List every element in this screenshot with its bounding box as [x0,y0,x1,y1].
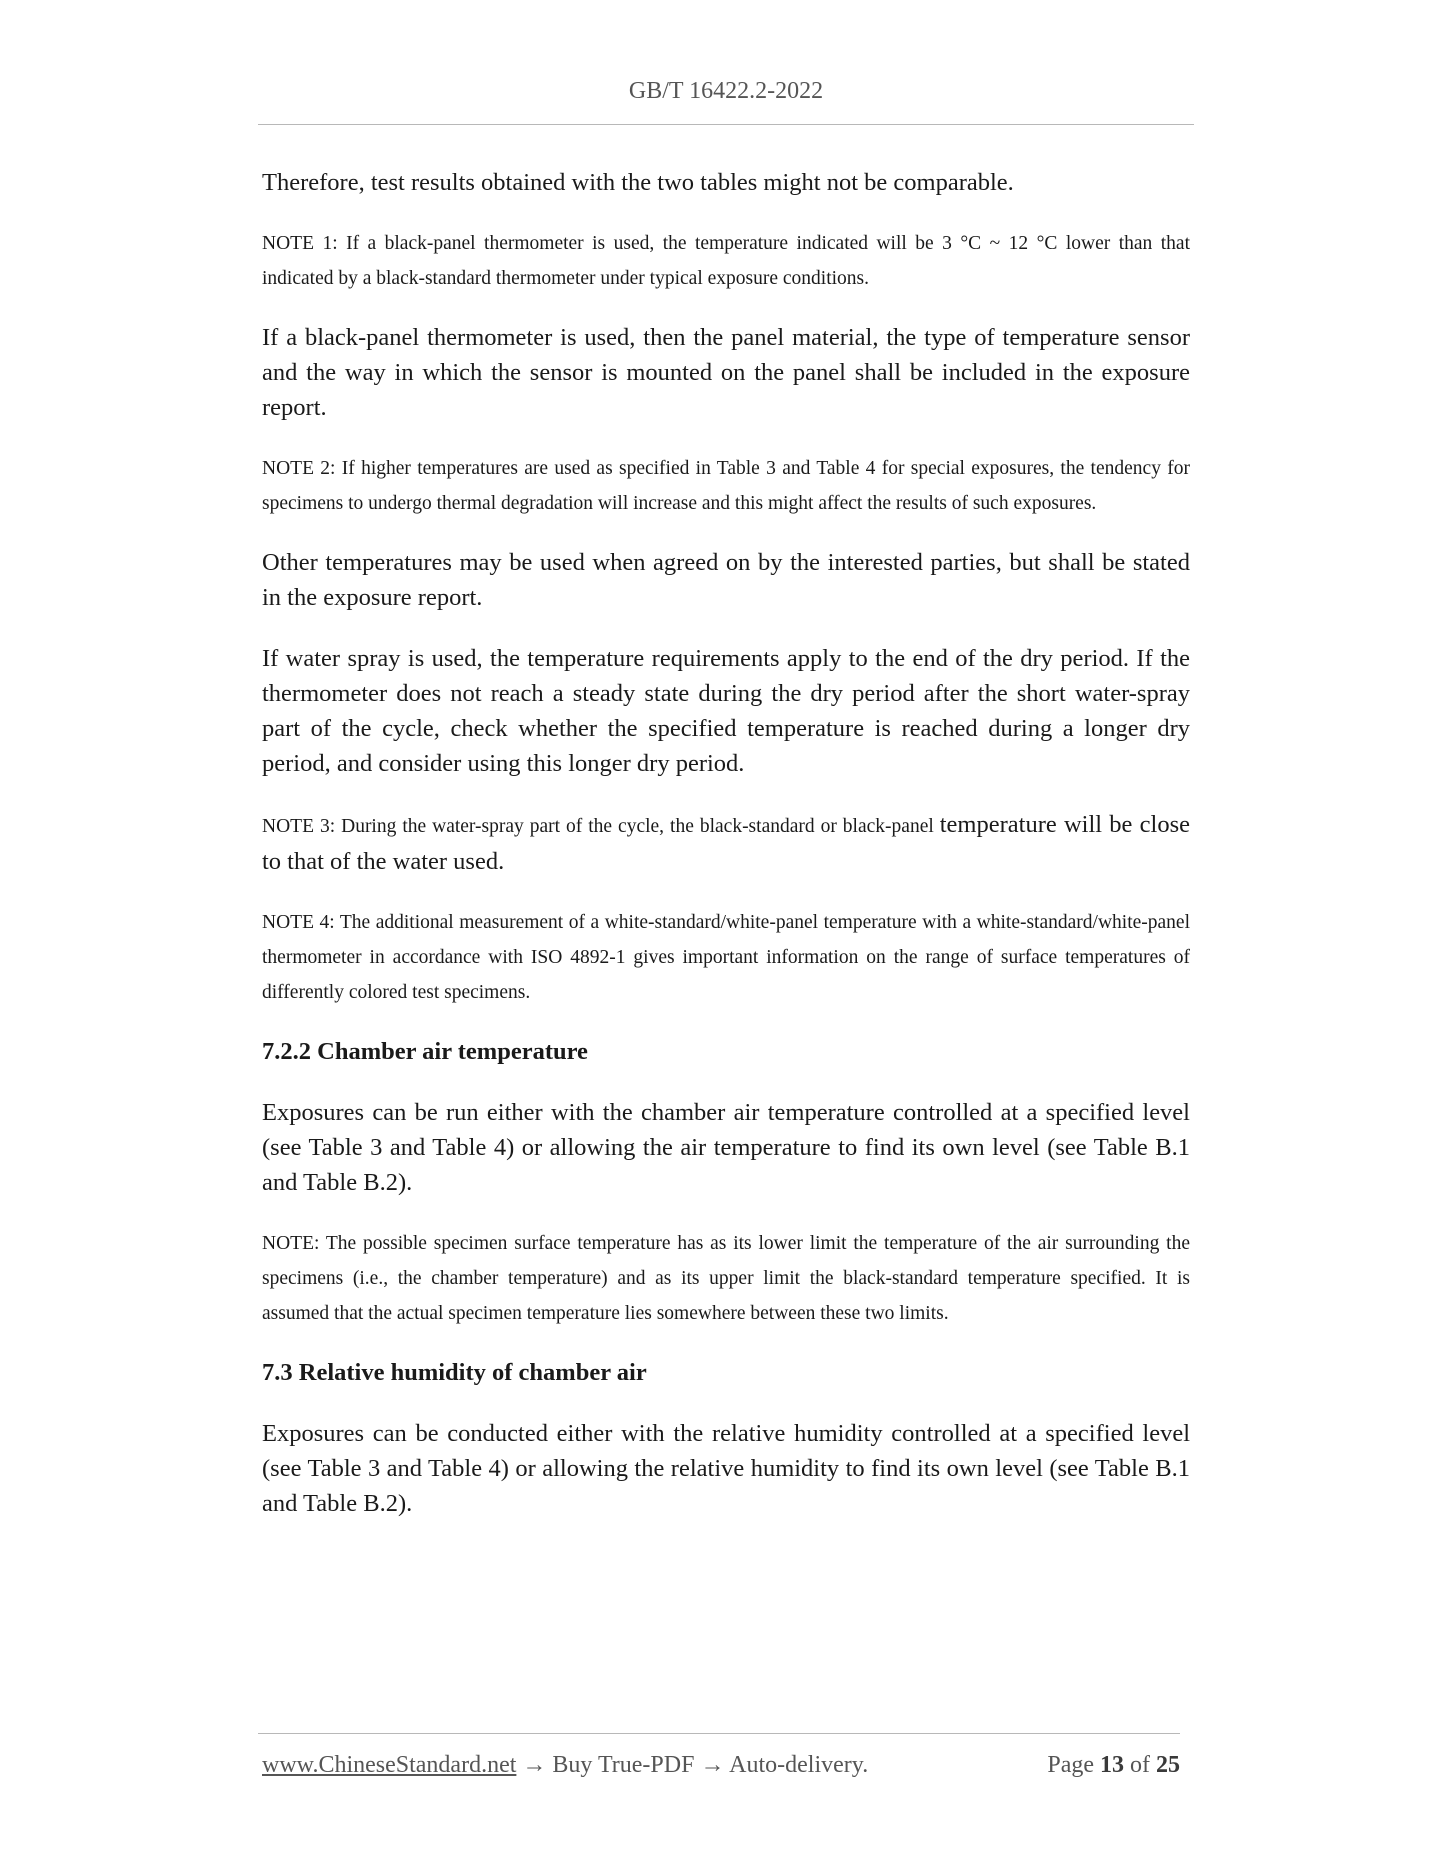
buy-text: Buy True-PDF [552,1752,695,1778]
section-heading-7-3: 7.3 Relative humidity of chamber air [262,1359,647,1386]
paragraph: Exposures can be conducted either with the relative humidity controlled at a specified level (see Table 3 and Table 4) or allowing the relative humidity to find its own level (see Table B.1 and Table B.2). [262,1420,1190,1517]
current-page: 13 [1100,1752,1124,1778]
note-2: NOTE 2: If higher temperatures are used as specified in Table 3 and Table 4 for special exposures, the tendency for specimens to undergo thermal degradation will increase and this might affect the results of such exposures. [262,458,1190,514]
page-number [1047,1752,1180,1779]
paragraph: Other temperatures may be used when agreed on by the interested parties, but shall be stated in the exposure report. [262,549,1190,611]
website-link[interactable]: www.ChineseStandard.net [262,1752,517,1778]
arrow-right-icon: → [522,1752,547,1778]
footer-promo [262,1752,868,1779]
arrow-right-icon: → [700,1752,725,1778]
note-3-start: NOTE 3: During the water-spray part of the cycle, the black-standard or black-panel [262,816,934,837]
document-body [262,165,1190,1547]
paragraph: Therefore, test results obtained with the two tables might not be comparable. [262,169,1014,196]
page-header: GB/T 16422.2-2022 [628,78,824,104]
section-heading-7-2-2: 7.2.2 Chamber air temperature [262,1038,588,1065]
note-3 [262,807,1190,881]
total-pages: 25 [1156,1752,1180,1778]
paragraph: If water spray is used, the temperature requirements apply to the end of the dry period. If the thermometer does not reach a steady state during the dry period after the short water-spray part of the cycle, check whether the specified temperature is reached during a longer dry period, and consider using this longer dry period. [262,645,1190,777]
paragraph: Exposures can be run either with the chamber air temperature controlled at a specified level (see Table 3 and Table 4) or allowing the air temperature to find its own level (see Table B.1 and Table B.2). [262,1099,1190,1196]
note-1: NOTE 1: If a black-panel thermometer is used, the temperature indicated will be 3 °C ~ 12 °C lower than that indicated by a black-standard thermometer under typical exposure conditions. [262,233,1190,289]
page-label: Page [1047,1752,1094,1778]
delivery-text: Auto-delivery. [729,1752,869,1778]
note-5: NOTE: The possible specimen surface temperature has as its lower limit the temperature of the air surrounding the specimens (i.e., the chamber temperature) and as its upper limit the black-standard temperature specified. It is assumed that the actual specimen temperature lies somewhere between these two limits. [262,1233,1190,1324]
of-label: of [1130,1752,1150,1778]
footer-divider [258,1733,1180,1734]
paragraph: If a black-panel thermometer is used, then the panel material, the type of temperature sensor and the way in which the sensor is mounted on the panel shall be included in the exposure report. [262,324,1190,421]
header-divider [258,124,1194,125]
note-3-end: temperature will be close to that of the water used. [262,811,1190,875]
note-4: NOTE 4: The additional measurement of a white-standard/white-panel temperature with a white-standard/white-panel thermometer in accordance with ISO 4892-1 gives important information on the range of surface temperatures of differently colored test specimens. [262,912,1190,1003]
